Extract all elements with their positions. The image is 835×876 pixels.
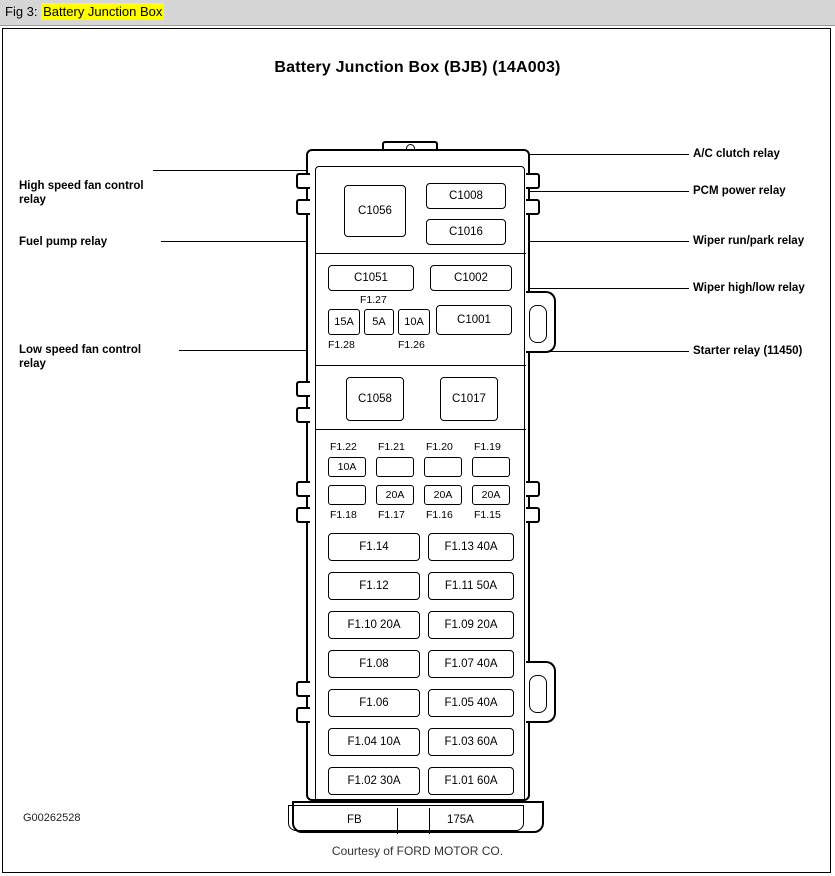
callout-pcm-power-relay: PCM power relay [693,185,786,197]
fuse-f1-13[interactable]: F1.13 40A [428,533,514,561]
figure-caption-prefix: Fig 3: [5,4,38,19]
callout-fuel-pump-relay [19,235,179,249]
fuse-f1-22[interactable]: 10A [328,457,366,477]
bjb-tab-left-2 [296,199,310,215]
bjb-tab-left-3 [296,381,310,397]
figure-caption [5,4,164,19]
bjb-tab-right-1 [526,173,540,189]
callout-high-speed-fan-control-relay [19,179,179,207]
leader-line-pcm-power [507,191,689,192]
mini-fuse-5a[interactable]: 5A [364,309,394,335]
bottom-label-175a: 175A [447,814,474,826]
bottom-divider-left [397,808,398,834]
fuse-f1-10[interactable]: F1.10 20A [328,611,420,639]
callout-starter-relay: Starter relay (11450) [693,345,803,357]
fuse-label-f1-17: F1.17 [378,509,405,521]
fuse-label-f1-20: F1.20 [426,441,453,453]
fuse-f1-18[interactable] [328,485,366,505]
callout-wiper-high-low-relay: Wiper high/low relay [693,282,805,294]
callout-line-1: Fuel pump relay [19,236,108,248]
battery-junction-box [306,141,530,826]
mini-fuse-10a[interactable]: 10A [398,309,430,335]
fuse-label-f1-22: F1.22 [330,441,357,453]
bjb-tab-left-4 [296,407,310,423]
figure-caption-highlight: Battery Junction Box [43,4,163,19]
callout-ac-clutch-relay: A/C clutch relay [693,148,780,160]
leader-line-wiper-high-low [509,288,689,289]
bjb-tab-left-5 [296,481,310,497]
fuse-f1-08[interactable]: F1.08 [328,650,420,678]
fuse-label-f1-18: F1.18 [330,509,357,521]
fuse-f1-21[interactable] [376,457,414,477]
fuse-label-f1-16: F1.16 [426,509,453,521]
fuse-f1-16[interactable]: 20A [424,485,462,505]
relay-c1016[interactable]: C1016 [426,219,506,245]
callout-line-1: High speed fan control [19,180,144,192]
diagram-part-number: G00262528 [23,812,81,824]
fuse-f1-15[interactable]: 20A [472,485,510,505]
relay-c1051[interactable]: C1051 [328,265,414,291]
fuse-f1-14[interactable]: F1.14 [328,533,420,561]
relay-c1001[interactable]: C1001 [436,305,512,335]
bjb-tab-left-6 [296,507,310,523]
fuse-label-f1-27: F1.27 [360,294,387,306]
bjb-divider-3 [316,429,526,430]
bjb-side-bracket-lower [526,661,556,723]
relay-c1058[interactable]: C1058 [346,377,404,421]
callout-line-2: relay [19,194,46,206]
fuse-f1-02[interactable]: F1.02 30A [328,767,420,795]
bjb-tab-left-7 [296,681,310,697]
leader-line-fuel-pump [161,241,311,242]
leader-line-ac-clutch [507,154,689,155]
bjb-bottom-inner [288,805,524,831]
relay-c1056[interactable]: C1056 [344,185,406,237]
relay-c1008[interactable]: C1008 [426,183,506,209]
fuse-f1-17[interactable]: 20A [376,485,414,505]
fuse-label-f1-26: F1.26 [398,339,425,351]
bjb-inner-panel [315,166,525,804]
callout-wiper-run-park-relay: Wiper run/park relay [693,235,805,247]
diagram-title: Battery Junction Box (BJB) (14A003) [274,59,561,76]
fuse-f1-05[interactable]: F1.05 40A [428,689,514,717]
relay-c1002[interactable]: C1002 [430,265,512,291]
bjb-side-bracket-lower-slot [529,675,547,713]
mini-fuse-15a[interactable]: 15A [328,309,360,335]
bjb-divider-2 [316,365,526,366]
fuse-f1-01[interactable]: F1.01 60A [428,767,514,795]
callout-low-speed-fan-control-relay [19,343,179,371]
fuse-f1-04[interactable]: F1.04 10A [328,728,420,756]
bjb-tab-left-1 [296,173,310,189]
fuse-label-f1-28: F1.28 [328,339,355,351]
leader-line-wiper-run-park [509,241,689,242]
bottom-label-fb: FB [347,814,362,826]
callout-line-1: Low speed fan control [19,344,142,356]
fuse-f1-12[interactable]: F1.12 [328,572,420,600]
relay-c1017[interactable]: C1017 [440,377,498,421]
fuse-label-f1-15: F1.15 [474,509,501,521]
fuse-f1-20[interactable] [424,457,462,477]
callout-line-2: relay [19,358,46,370]
bjb-tab-right-4 [526,507,540,523]
fuse-label-f1-21: F1.21 [378,441,405,453]
bjb-tab-left-8 [296,707,310,723]
fuse-f1-09[interactable]: F1.09 20A [428,611,514,639]
diagram-frame [2,28,831,873]
fuse-label-f1-19: F1.19 [474,441,501,453]
bjb-divider-1 [316,253,526,254]
fuse-f1-11[interactable]: F1.11 50A [428,572,514,600]
bjb-bottom-shell [292,801,544,833]
bottom-divider-right [429,808,430,834]
fuse-f1-19[interactable] [472,457,510,477]
bjb-tab-right-3 [526,481,540,497]
fuse-f1-07[interactable]: F1.07 40A [428,650,514,678]
figure-caption-bar [0,0,835,26]
bjb-tab-right-2 [526,199,540,215]
fuse-f1-03[interactable]: F1.03 60A [428,728,514,756]
bjb-side-bracket-upper-slot [529,305,547,343]
leader-line-high-speed-fan [153,170,311,171]
fuse-f1-06[interactable]: F1.06 [328,689,420,717]
bjb-side-bracket-upper [526,291,556,353]
bjb-bottom-connector [306,801,530,826]
bjb-outer-shell [306,149,530,801]
diagram-courtesy-note: Courtesy of FORD MOTOR CO. [331,844,504,858]
